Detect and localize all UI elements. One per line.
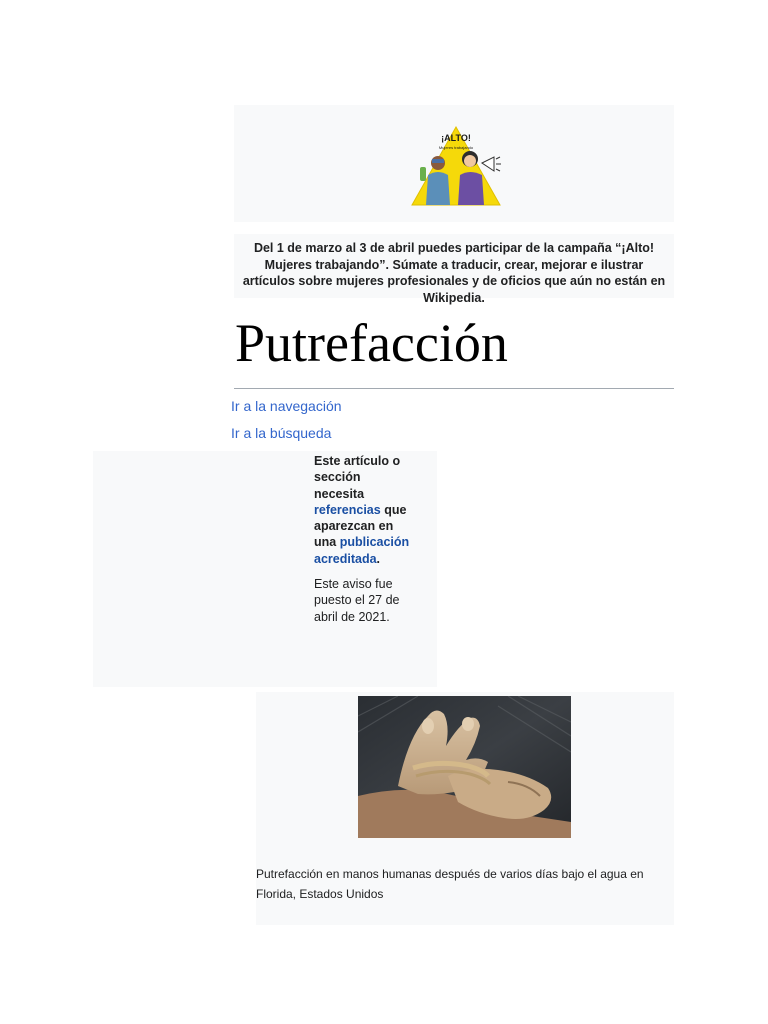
references-notice-message <box>314 453 410 567</box>
references-notice-box <box>93 451 437 687</box>
figure-caption: Putrefacción en manos humanas después de varios días bajo el agua en Florida, Estados Unidos <box>256 867 644 901</box>
references-notice-text <box>314 453 410 625</box>
campaign-notice <box>234 234 674 305</box>
notice-text-middle: que aparezcan en una <box>314 502 407 550</box>
notice-text-after: . <box>376 551 381 566</box>
references-link[interactable]: referencias <box>314 502 381 517</box>
jump-to-navigation-link[interactable]: Ir a la navegación <box>231 398 342 414</box>
campaign-logo[interactable] <box>408 119 504 209</box>
page-title: Putrefacción <box>235 313 508 373</box>
logo-subtext: Mujeres trabajando <box>438 145 474 150</box>
logo-alto-text: ¡ALTO! <box>441 133 471 143</box>
campaign-banner-image-box <box>234 105 674 222</box>
notice-text-before: Este artículo o sección necesita <box>314 454 401 501</box>
decomposed-hands-photo[interactable] <box>358 696 571 838</box>
title-divider <box>234 388 674 389</box>
campaign-notice-text: Del 1 de marzo al 3 de abril puedes participar de la campaña “¡Alto! Mujeres trabajando”. Súmate a traducir, crear, mejorar e ilustrar artículos sobre mujeres profesionales y de oficios que aún no están en Wikipedia. <box>242 241 666 305</box>
reliable-publication-link[interactable]: publicación acreditada <box>314 535 410 566</box>
notice-date: Este aviso fue puesto el 27 de abril de 2021. <box>314 577 400 624</box>
jump-to-search-link[interactable]: Ir a la búsqueda <box>231 425 332 441</box>
figure-thumbnail <box>256 692 674 925</box>
